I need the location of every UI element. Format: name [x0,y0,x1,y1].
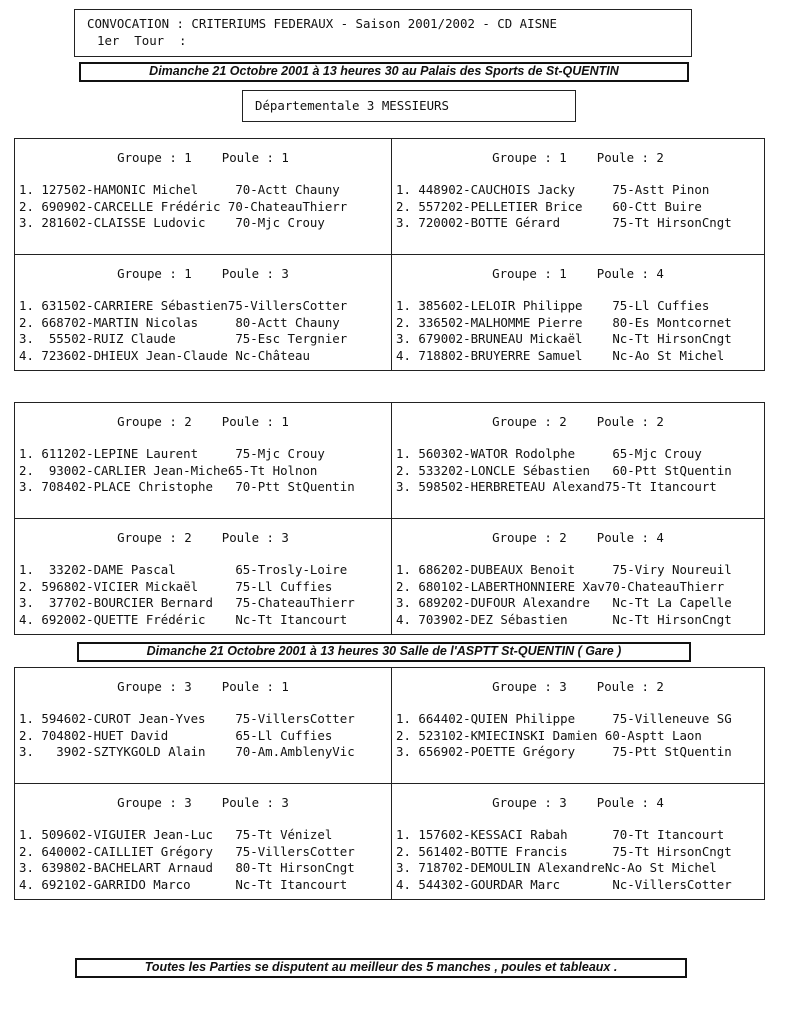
poule-label: Poule : 4 [596,266,664,281]
groupe-label: Groupe : 3 [492,795,567,810]
poule-label: Poule : 2 [596,414,664,429]
player-entry: 3. 720002-BOTTE Gérard 75-Tt HirsonCngt [396,215,732,230]
player-entry: 3. 689202-DUFOUR Alexandre Nc-Tt La Capelle [396,595,732,610]
poule-row [15,668,764,784]
player-entry: 3. 55502-RUIZ Claude 75-Esc Tergnier [19,331,348,346]
groupe-label: Groupe : 2 [117,530,192,545]
player-entry: 2. 704802-HUET David 65-Ll Cuffies [19,727,333,743]
player-entry: 3. 708402-PLACE Christophe 70-Ptt StQuentin [19,479,355,494]
player-entry: 1. 509602-VIGUIER Jean-Luc 75-Tt Vénizel [19,827,333,842]
groupe-label: Groupe : 2 [492,414,567,429]
player-entry: 3. 281602-CLAISSE Ludovic 70-Mjc Crouy [19,215,325,230]
convocation-header [74,9,692,57]
tour-label: 1er Tour : [97,33,187,48]
player-entry: 2. 668702-MARTIN Nicolas 80-Actt Chauny [19,314,340,330]
poule-block [15,403,392,518]
player-entry: 2. 557202-PELLETIER Brice 60-Ctt Buire [396,198,702,214]
venue-banner-palais: Dimanche 21 Octobre 2001 à 13 heures 30 au Palais des Sports de St-QUENTIN [79,62,689,82]
poule-row [15,255,764,370]
player-entry: 2. 596802-VICIER Mickaël 75-Ll Cuffies [19,578,333,594]
player-entry: 3. 598502-HERBRETEAU Alexand75-Tt Itancourt [396,479,717,494]
groupe-2-section [14,402,765,635]
player-entry: 4. 692102-GARRIDO Marco Nc-Tt Itancourt [19,876,348,892]
player-entry: 3. 639802-BACHELART Arnaud 80-Tt HirsonCngt [19,860,355,875]
poule-row [15,403,764,519]
player-list [19,827,389,893]
poule-block [392,519,764,634]
groupe-label: Groupe : 1 [492,150,567,165]
venue-banner-asptt: Dimanche 21 Octobre 2001 à 13 heures 30 Salle de l'ASPTT St-QUENTIN ( Gare ) [77,642,691,662]
player-entry: 4. 692002-QUETTE Frédéric Nc-Tt Itancourt [19,611,348,627]
groupe-label: Groupe : 3 [117,679,192,694]
poule-label: Poule : 1 [221,150,289,165]
poule-block [15,255,392,370]
player-list [396,711,762,761]
player-list [19,562,389,628]
poule-label: Poule : 3 [221,530,289,545]
groupe-label: Groupe : 3 [492,679,567,694]
player-list [19,182,389,232]
groupe-3-section [14,667,765,900]
player-list [19,711,389,761]
player-entry: 1. 664402-QUIEN Philippe 75-Villeneuve SG [396,711,732,726]
player-entry: 4. 544302-GOURDAR Marc Nc-VillersCotter [396,876,732,892]
player-entry: 2. 523102-KMIECINSKI Damien 60-Asptt Laon [396,727,702,743]
poule-block [15,519,392,634]
player-list [396,827,762,893]
poule-label: Poule : 2 [596,150,664,165]
poule-block [392,668,764,783]
player-entry: 4. 718802-BRUYERRE Samuel Nc-Ao St Michel [396,347,725,363]
player-entry: 2. 93002-CARLIER Jean-Miche65-Tt Holnon [19,462,318,478]
player-entry: 3. 3902-SZTYKGOLD Alain 70-Am.AmblenyVic [19,744,355,759]
poule-block [392,784,764,899]
groupe-1-section [14,138,765,371]
poule-label: Poule : 4 [596,530,664,545]
poule-row [15,784,764,899]
poule-block [15,784,392,899]
player-list [396,182,762,232]
poule-label: Poule : 1 [221,679,289,694]
player-entry: 2. 533202-LONCLE Sébastien 60-Ptt StQuentin [396,462,732,478]
groupe-label: Groupe : 1 [492,266,567,281]
player-entry: 1. 33202-DAME Pascal 65-Trosly-Loire [19,562,348,577]
player-entry: 1. 385602-LELOIR Philippe 75-Ll Cuffies [396,298,710,313]
poule-label: Poule : 3 [221,266,289,281]
division-title: Départementale 3 MESSIEURS [242,90,576,122]
player-entry: 1. 686202-DUBEAUX Benoit 75-Viry Noureuil [396,562,732,577]
poule-block [392,403,764,518]
groupe-label: Groupe : 1 [117,150,192,165]
poule-block [15,139,392,254]
player-list [396,446,762,496]
player-list [19,298,389,364]
poule-block [15,668,392,783]
groupe-label: Groupe : 2 [117,414,192,429]
groupe-label: Groupe : 2 [492,530,567,545]
player-list [19,446,389,496]
poule-block [392,255,764,370]
poule-label: Poule : 3 [221,795,289,810]
player-entry: 3. 37702-BOURCIER Bernard 75-ChateauThierr [19,595,355,610]
player-entry: 3. 656902-POETTE Grégory 75-Ptt StQuentin [396,744,732,759]
player-entry: 2. 561402-BOTTE Francis 75-Tt HirsonCngt [396,843,732,859]
player-list [396,562,762,628]
player-entry: 2. 640002-CAILLIET Grégory 75-VillersCotter [19,843,355,859]
player-entry: 2. 690902-CARCELLE Frédéric 70-ChateauThierr [19,198,348,214]
player-entry: 2. 680102-LABERTHONNIERE Xav70-ChateauThierr [396,578,725,594]
player-entry: 3. 718702-DEMOULIN AlexandreNc-Ao St Michel [396,860,717,875]
poule-row [15,139,764,255]
player-entry: 1. 157602-KESSACI Rabah 70-Tt Itancourt [396,827,725,842]
player-entry: 4. 703902-DEZ Sébastien Nc-Tt HirsonCngt [396,611,732,627]
groupe-label: Groupe : 1 [117,266,192,281]
player-list [396,298,762,364]
player-entry: 4. 723602-DHIEUX Jean-Claude Nc-Château [19,347,310,363]
poule-label: Poule : 4 [596,795,664,810]
poule-row [15,519,764,634]
player-entry: 1. 127502-HAMONIC Michel 70-Actt Chauny [19,182,340,197]
player-entry: 3. 679002-BRUNEAU Mickaël Nc-Tt HirsonCngt [396,331,732,346]
poule-label: Poule : 2 [596,679,664,694]
player-entry: 2. 336502-MALHOMME Pierre 80-Es Montcornet [396,314,732,330]
player-entry: 1. 560302-WATOR Rodolphe 65-Mjc Crouy [396,446,702,461]
groupe-label: Groupe : 3 [117,795,192,810]
player-entry: 1. 611202-LEPINE Laurent 75-Mjc Crouy [19,446,325,461]
player-entry: 1. 448902-CAUCHOIS Jacky 75-Astt Pinon [396,182,710,197]
convocation-title: CONVOCATION : CRITERIUMS FEDERAUX - Saison 2001/2002 - CD AISNE [87,16,557,31]
poule-block [392,139,764,254]
rules-note: Toutes les Parties se disputent au meilleur des 5 manches , poules et tableaux . [75,958,687,978]
poule-label: Poule : 1 [221,414,289,429]
player-entry: 1. 594602-CUROT Jean-Yves 75-VillersCotter [19,711,355,726]
player-entry: 1. 631502-CARRIERE Sébastien75-VillersCotter [19,298,348,313]
